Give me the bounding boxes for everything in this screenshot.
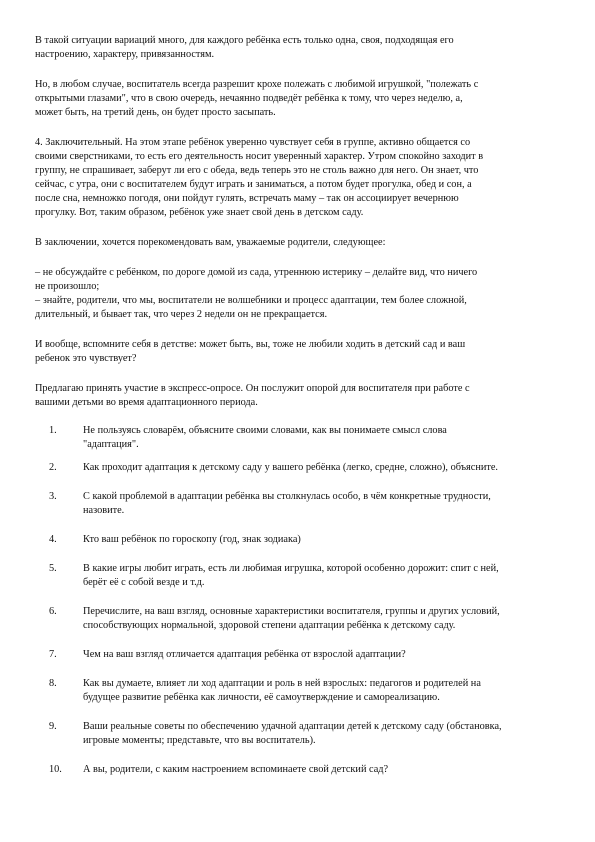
survey-question xyxy=(35,763,562,777)
question-number: 5. xyxy=(49,563,57,574)
question-number: 3. xyxy=(49,491,57,502)
question-text: В какие игры любит играть, есть ли любимая игрушка, которой особенно дорожит: спит с ней, берёт её с собой везде и т.д. xyxy=(83,563,499,588)
paragraph-recommendations: – не обсуждайте с ребёнком, по дороге домой из сада, утреннюю истерику – делайте вид, что ничего не произошло; – знайте, родители, что мы, воспитатели не волшебники и процесс адаптации, тем более сложной, длительный, и бывает так, что через 2 недели он не прекращается. xyxy=(35,267,478,320)
question-text: Ваши реальные советы по обеспечению удачной адаптации детей к детскому саду (обстановка, игровые моменты; представьте, что вы воспитатель). xyxy=(83,721,502,746)
survey-question xyxy=(35,605,562,633)
question-text: А вы, родители, с каким настроением вспоминаете свой детский сад? xyxy=(83,764,389,775)
question-text: Кто ваш ребёнок по гороскопу (год, знак зодиака) xyxy=(83,534,301,545)
document-page xyxy=(35,34,562,792)
question-text: Как проходит адаптация к детскому саду у вашего ребёнка (легко, средне, сложно), объясните. xyxy=(83,462,498,473)
survey-question xyxy=(35,461,562,475)
question-text: Не пользуясь словарём, объясните своими словами, как вы понимаете смысл слова "адаптация". xyxy=(83,425,447,450)
paragraph-survey-intro: Предлагаю принять участие в экспресс-опросе. Он послужит опорой для воспитателя при работе с вашими детьми во время адаптационного периода. xyxy=(35,383,470,408)
survey-question xyxy=(35,677,562,705)
question-number: 9. xyxy=(49,721,57,732)
survey-question xyxy=(35,490,562,518)
question-number: 1. xyxy=(49,425,57,436)
survey-question xyxy=(35,720,562,748)
paragraph-recommendation-intro: В заключении, хочется порекомендовать вам, уважаемые родители, следующее: xyxy=(35,237,386,248)
question-number: 10. xyxy=(49,764,62,775)
question-number: 4. xyxy=(49,534,57,545)
survey-question xyxy=(35,424,562,452)
paragraph-final-stage: 4. Заключительный. На этом этапе ребёнок уверенно чувствует себя в группе, активно общается со своими сверстниками, то есть его деятельность носит уверенный характер. Утром спокойно заходит в группу, не спрашивает, заберут ли его с обеда, ведь теперь это не столь важно для него. Он знает, что сейчас, с утра, они с воспитателем будут играть и заниматься, а потом будет прогулка, обед и сон, а после сна, немножко погодя, они пойдут гулять, встречать маму – так он ассоциирует вечернюю прогулку. Вот, таким образом, ребёнок уже знает свой день в детском саду. xyxy=(35,137,484,218)
question-text: Перечислите, на ваш взгляд, основные характеристики воспитателя, группы и других условий, способствующих нормальной, здоровой степени адаптации ребёнка к детскому саду. xyxy=(83,606,500,631)
question-text: Как вы думаете, влияет ли ход адаптации и роль в ней взрослых: педагогов и родителей на будущее развитие ребёнка как личности, её самоутверждение и самореализацию. xyxy=(83,678,481,703)
question-text: С какой проблемой в адаптации ребёнка вы столкнулась особо, в чём конкретные трудности, назовите. xyxy=(83,491,491,516)
question-number: 2. xyxy=(49,462,57,473)
survey-question xyxy=(35,533,562,547)
question-number: 7. xyxy=(49,649,57,660)
survey-question xyxy=(35,562,562,590)
question-number: 6. xyxy=(49,606,57,617)
question-text: Чем на ваш взгляд отличается адаптация ребёнка от взрослой адаптации? xyxy=(83,649,406,660)
paragraph-adaptation-variations: В такой ситуации вариаций много, для каждого ребёнка есть только одна, своя, подходящая его настроению, характеру, привязанностям. xyxy=(35,35,454,60)
question-number: 8. xyxy=(49,678,57,689)
paragraph-favorite-toy: Но, в любом случае, воспитатель всегда разрешит крохе полежать с любимой игрушкой, "полежать с открытыми глазами", что в свою очередь, нечаянно подведёт ребёнка к тому, что через неделю, а, может быть, на третий день, он будет просто засыпать. xyxy=(35,79,479,118)
survey-question-list xyxy=(35,424,562,777)
survey-question xyxy=(35,648,562,662)
paragraph-remember-childhood: И вообще, вспомните себя в детстве: может быть, вы, тоже не любили ходить в детский сад и ваш ребенок это чувствует? xyxy=(35,339,466,364)
